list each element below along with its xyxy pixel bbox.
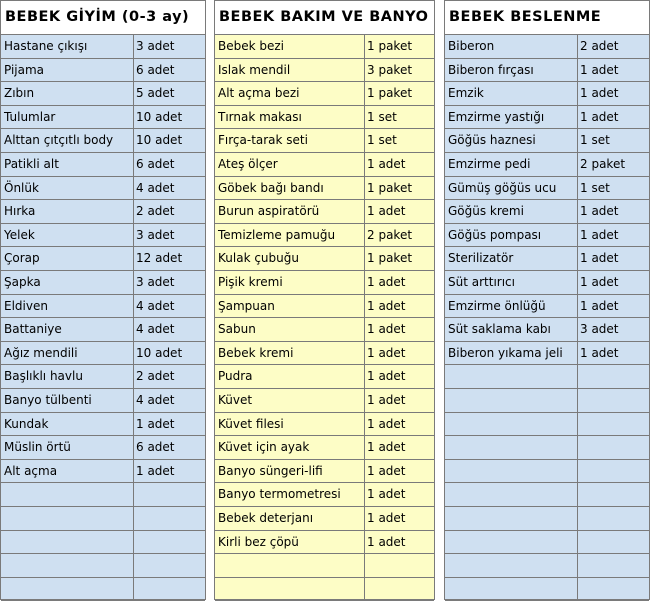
item-quantity: 1 paket (367, 251, 413, 266)
empty-row (1, 578, 205, 601)
empty-row (445, 483, 649, 507)
item-quantity: 2 paket (367, 227, 413, 242)
list-item (1, 35, 205, 59)
column-title-beslenme: BEBEK BESLENME (445, 1, 649, 35)
item-quantity: 2 paket (580, 157, 626, 171)
item-quantity: 1 adet (580, 227, 619, 242)
list-item (215, 106, 434, 130)
item-name: Hırka (4, 204, 36, 219)
item-name: Emzirme önlüğü (448, 298, 546, 313)
list-item (1, 318, 205, 342)
item-name: Tulumlar (4, 109, 56, 124)
item-quantity: 1 adet (367, 322, 406, 337)
item-quantity: 10 adet (136, 133, 183, 148)
empty-row (1, 554, 205, 578)
list-item (215, 295, 434, 319)
list-item (1, 271, 205, 295)
item-name: Kulak çubuğu (218, 251, 299, 266)
item-name: Tırnak makası (218, 109, 302, 124)
list-item (1, 177, 205, 201)
item-name: Bebek deterjanı (218, 511, 314, 525)
item-name: Fırça-tarak seti (218, 133, 308, 148)
item-name: Göbek bağı bandı (218, 180, 324, 195)
rows-giyim (1, 35, 205, 599)
item-quantity: 3 paket (367, 62, 413, 77)
item-quantity: 1 paket (367, 86, 413, 101)
item-quantity: 2 adet (136, 204, 175, 219)
item-quantity: 1 adet (367, 416, 406, 431)
item-quantity: 1 adet (367, 275, 406, 289)
item-name: Pişik kremi (218, 275, 283, 289)
item-name: Süt arttırıcı (448, 275, 515, 289)
list-item (1, 224, 205, 248)
item-name: Önlük (4, 180, 39, 195)
item-name: Başlıklı havlu (4, 369, 83, 384)
item-quantity: 1 adet (580, 298, 619, 313)
item-quantity: 4 adet (136, 393, 175, 407)
list-item (215, 460, 434, 484)
list-item (215, 531, 434, 555)
list-item (215, 200, 434, 224)
list-item (215, 436, 434, 460)
item-quantity: 1 adet (367, 345, 406, 360)
list-item (445, 224, 649, 248)
item-quantity: 1 adet (367, 393, 406, 407)
list-item (1, 200, 205, 224)
item-name: Islak mendil (218, 62, 291, 77)
list-item (1, 460, 205, 484)
item-name: Battaniye (4, 322, 62, 337)
item-name: Alt açma bezi (218, 86, 300, 101)
list-item (1, 389, 205, 413)
item-quantity: 1 adet (367, 511, 406, 525)
list-item (215, 82, 434, 106)
item-name: Göğüs kremi (448, 204, 524, 219)
item-quantity: 1 paket (367, 39, 413, 53)
empty-row (445, 413, 649, 437)
item-name: Süt saklama kabı (448, 322, 551, 337)
list-item (215, 271, 434, 295)
column-title-bakim: BEBEK BAKIM VE BANYO (215, 1, 434, 35)
item-name: Müslin örtü (4, 440, 71, 455)
list-item (445, 271, 649, 295)
item-quantity: 1 adet (580, 204, 619, 219)
list-item (215, 224, 434, 248)
item-name: Sterilizatör (448, 251, 514, 266)
item-name: Kirli bez çöpü (218, 534, 299, 549)
empty-row (1, 531, 205, 555)
list-item (445, 295, 649, 319)
item-quantity: 1 adet (367, 204, 406, 219)
item-quantity: 1 adet (580, 109, 619, 124)
empty-row (215, 578, 434, 601)
item-quantity: 3 adet (580, 322, 619, 337)
column-bebek-bakim (214, 0, 435, 600)
item-name: Banyo süngeri-lifi (218, 463, 323, 478)
list-item (1, 436, 205, 460)
item-quantity: 4 adet (136, 298, 175, 313)
list-item (445, 247, 649, 271)
item-name: Bebek kremi (218, 345, 294, 360)
item-name: Alt açma (4, 463, 58, 478)
empty-row (445, 460, 649, 484)
item-quantity: 5 adet (136, 86, 175, 101)
item-name: Emzirme pedi (448, 157, 531, 171)
list-item (215, 389, 434, 413)
list-item (1, 342, 205, 366)
list-item (215, 342, 434, 366)
item-name: Çorap (4, 251, 40, 266)
item-quantity: 1 adet (367, 463, 406, 478)
list-item (215, 318, 434, 342)
rows-bakim (215, 35, 434, 599)
item-quantity: 6 adet (136, 62, 175, 77)
item-quantity: 4 adet (136, 180, 175, 195)
list-item (215, 413, 434, 437)
item-quantity: 1 adet (580, 62, 619, 77)
list-item (445, 106, 649, 130)
item-quantity: 1 adet (367, 440, 406, 455)
column-title-giyim: BEBEK GİYİM (0-3 ay) (1, 1, 205, 35)
empty-row (445, 436, 649, 460)
item-name: Biberon (448, 39, 495, 53)
item-quantity: 1 adet (367, 157, 406, 171)
item-quantity: 6 adet (136, 157, 175, 171)
item-quantity: 2 adet (580, 39, 619, 53)
item-quantity: 1 adet (580, 251, 619, 266)
item-quantity: 1 adet (367, 298, 406, 313)
item-name: Eldiven (4, 298, 48, 313)
column-bebek-beslenme (444, 0, 650, 600)
item-name: Pudra (218, 369, 253, 384)
list-item (1, 153, 205, 177)
item-quantity: 4 adet (136, 322, 175, 337)
empty-row (1, 483, 205, 507)
list-item (1, 82, 205, 106)
item-name: Ağız mendili (4, 345, 78, 360)
list-item (215, 153, 434, 177)
list-item (445, 129, 649, 153)
item-quantity: 2 adet (136, 369, 175, 384)
list-item (445, 82, 649, 106)
item-name: Sabun (218, 322, 256, 337)
list-item (215, 507, 434, 531)
list-item (215, 247, 434, 271)
item-name: Pijama (4, 62, 45, 77)
list-item (1, 413, 205, 437)
item-quantity: 10 adet (136, 345, 183, 360)
item-quantity: 3 adet (136, 275, 175, 289)
item-name: Zıbın (4, 86, 35, 101)
item-name: Kundak (4, 416, 49, 431)
empty-row (445, 389, 649, 413)
empty-row (1, 507, 205, 531)
column-bebek-giyim (0, 0, 206, 600)
item-quantity: 1 adet (136, 463, 175, 478)
item-name: Gümüş göğüs ucu (448, 180, 557, 195)
item-quantity: 1 adet (367, 534, 406, 549)
empty-row (445, 365, 649, 389)
list-item (1, 247, 205, 271)
item-name: Biberon fırçası (448, 62, 534, 77)
rows-beslenme (445, 35, 649, 599)
item-name: Emzirme yastığı (448, 109, 545, 124)
item-name: Ateş ölçer (218, 157, 278, 171)
list-item (215, 177, 434, 201)
item-name: Bebek bezi (218, 39, 285, 53)
item-quantity: 1 adet (580, 345, 619, 360)
list-item (445, 177, 649, 201)
list-item (445, 59, 649, 83)
item-name: Emzik (448, 86, 484, 101)
list-item (215, 59, 434, 83)
item-quantity: 1 paket (367, 180, 413, 195)
empty-row (445, 507, 649, 531)
empty-row (445, 578, 649, 601)
item-name: Şampuan (218, 298, 275, 313)
list-item (215, 35, 434, 59)
item-quantity: 12 adet (136, 251, 183, 266)
list-item (445, 318, 649, 342)
item-name: Hastane çıkışı (4, 39, 88, 53)
item-name: Göğüs haznesi (448, 133, 536, 148)
item-quantity: 1 set (580, 180, 610, 195)
item-quantity: 6 adet (136, 440, 175, 455)
list-item (1, 59, 205, 83)
item-name: Küvet için ayak (218, 440, 310, 455)
item-name: Temizleme pamuğu (218, 227, 336, 242)
list-item (1, 365, 205, 389)
list-item (215, 483, 434, 507)
item-quantity: 1 adet (367, 369, 406, 384)
empty-row (445, 531, 649, 555)
item-name: Küvet filesi (218, 416, 284, 431)
item-quantity: 1 set (367, 109, 397, 124)
list-item (445, 35, 649, 59)
item-quantity: 3 adet (136, 227, 175, 242)
item-name: Patikli alt (4, 157, 59, 171)
item-name: Biberon yıkama jeli (448, 345, 563, 360)
empty-row (215, 554, 434, 578)
item-quantity: 1 adet (136, 416, 175, 431)
item-quantity: 1 adet (367, 487, 406, 502)
item-name: Banyo termometresi (218, 487, 341, 502)
item-quantity: 1 adet (580, 86, 619, 101)
item-name: Yelek (4, 227, 35, 242)
list-item (1, 295, 205, 319)
item-name: Alttan çıtçıtlı body (4, 133, 114, 148)
item-name: Küvet (218, 393, 253, 407)
item-quantity: 1 set (580, 133, 610, 148)
list-item (445, 342, 649, 366)
item-quantity: 1 set (367, 133, 397, 148)
item-name: Göğüs pompası (448, 227, 542, 242)
list-item (445, 200, 649, 224)
list-item (445, 153, 649, 177)
item-quantity: 1 adet (580, 275, 619, 289)
item-name: Banyo tülbenti (4, 393, 92, 407)
item-name: Burun aspiratörü (218, 204, 320, 219)
item-name: Şapka (4, 275, 41, 289)
list-item (215, 365, 434, 389)
list-item (1, 106, 205, 130)
empty-row (445, 554, 649, 578)
list-item (215, 129, 434, 153)
list-item (1, 129, 205, 153)
item-quantity: 10 adet (136, 109, 183, 124)
item-quantity: 3 adet (136, 39, 175, 53)
